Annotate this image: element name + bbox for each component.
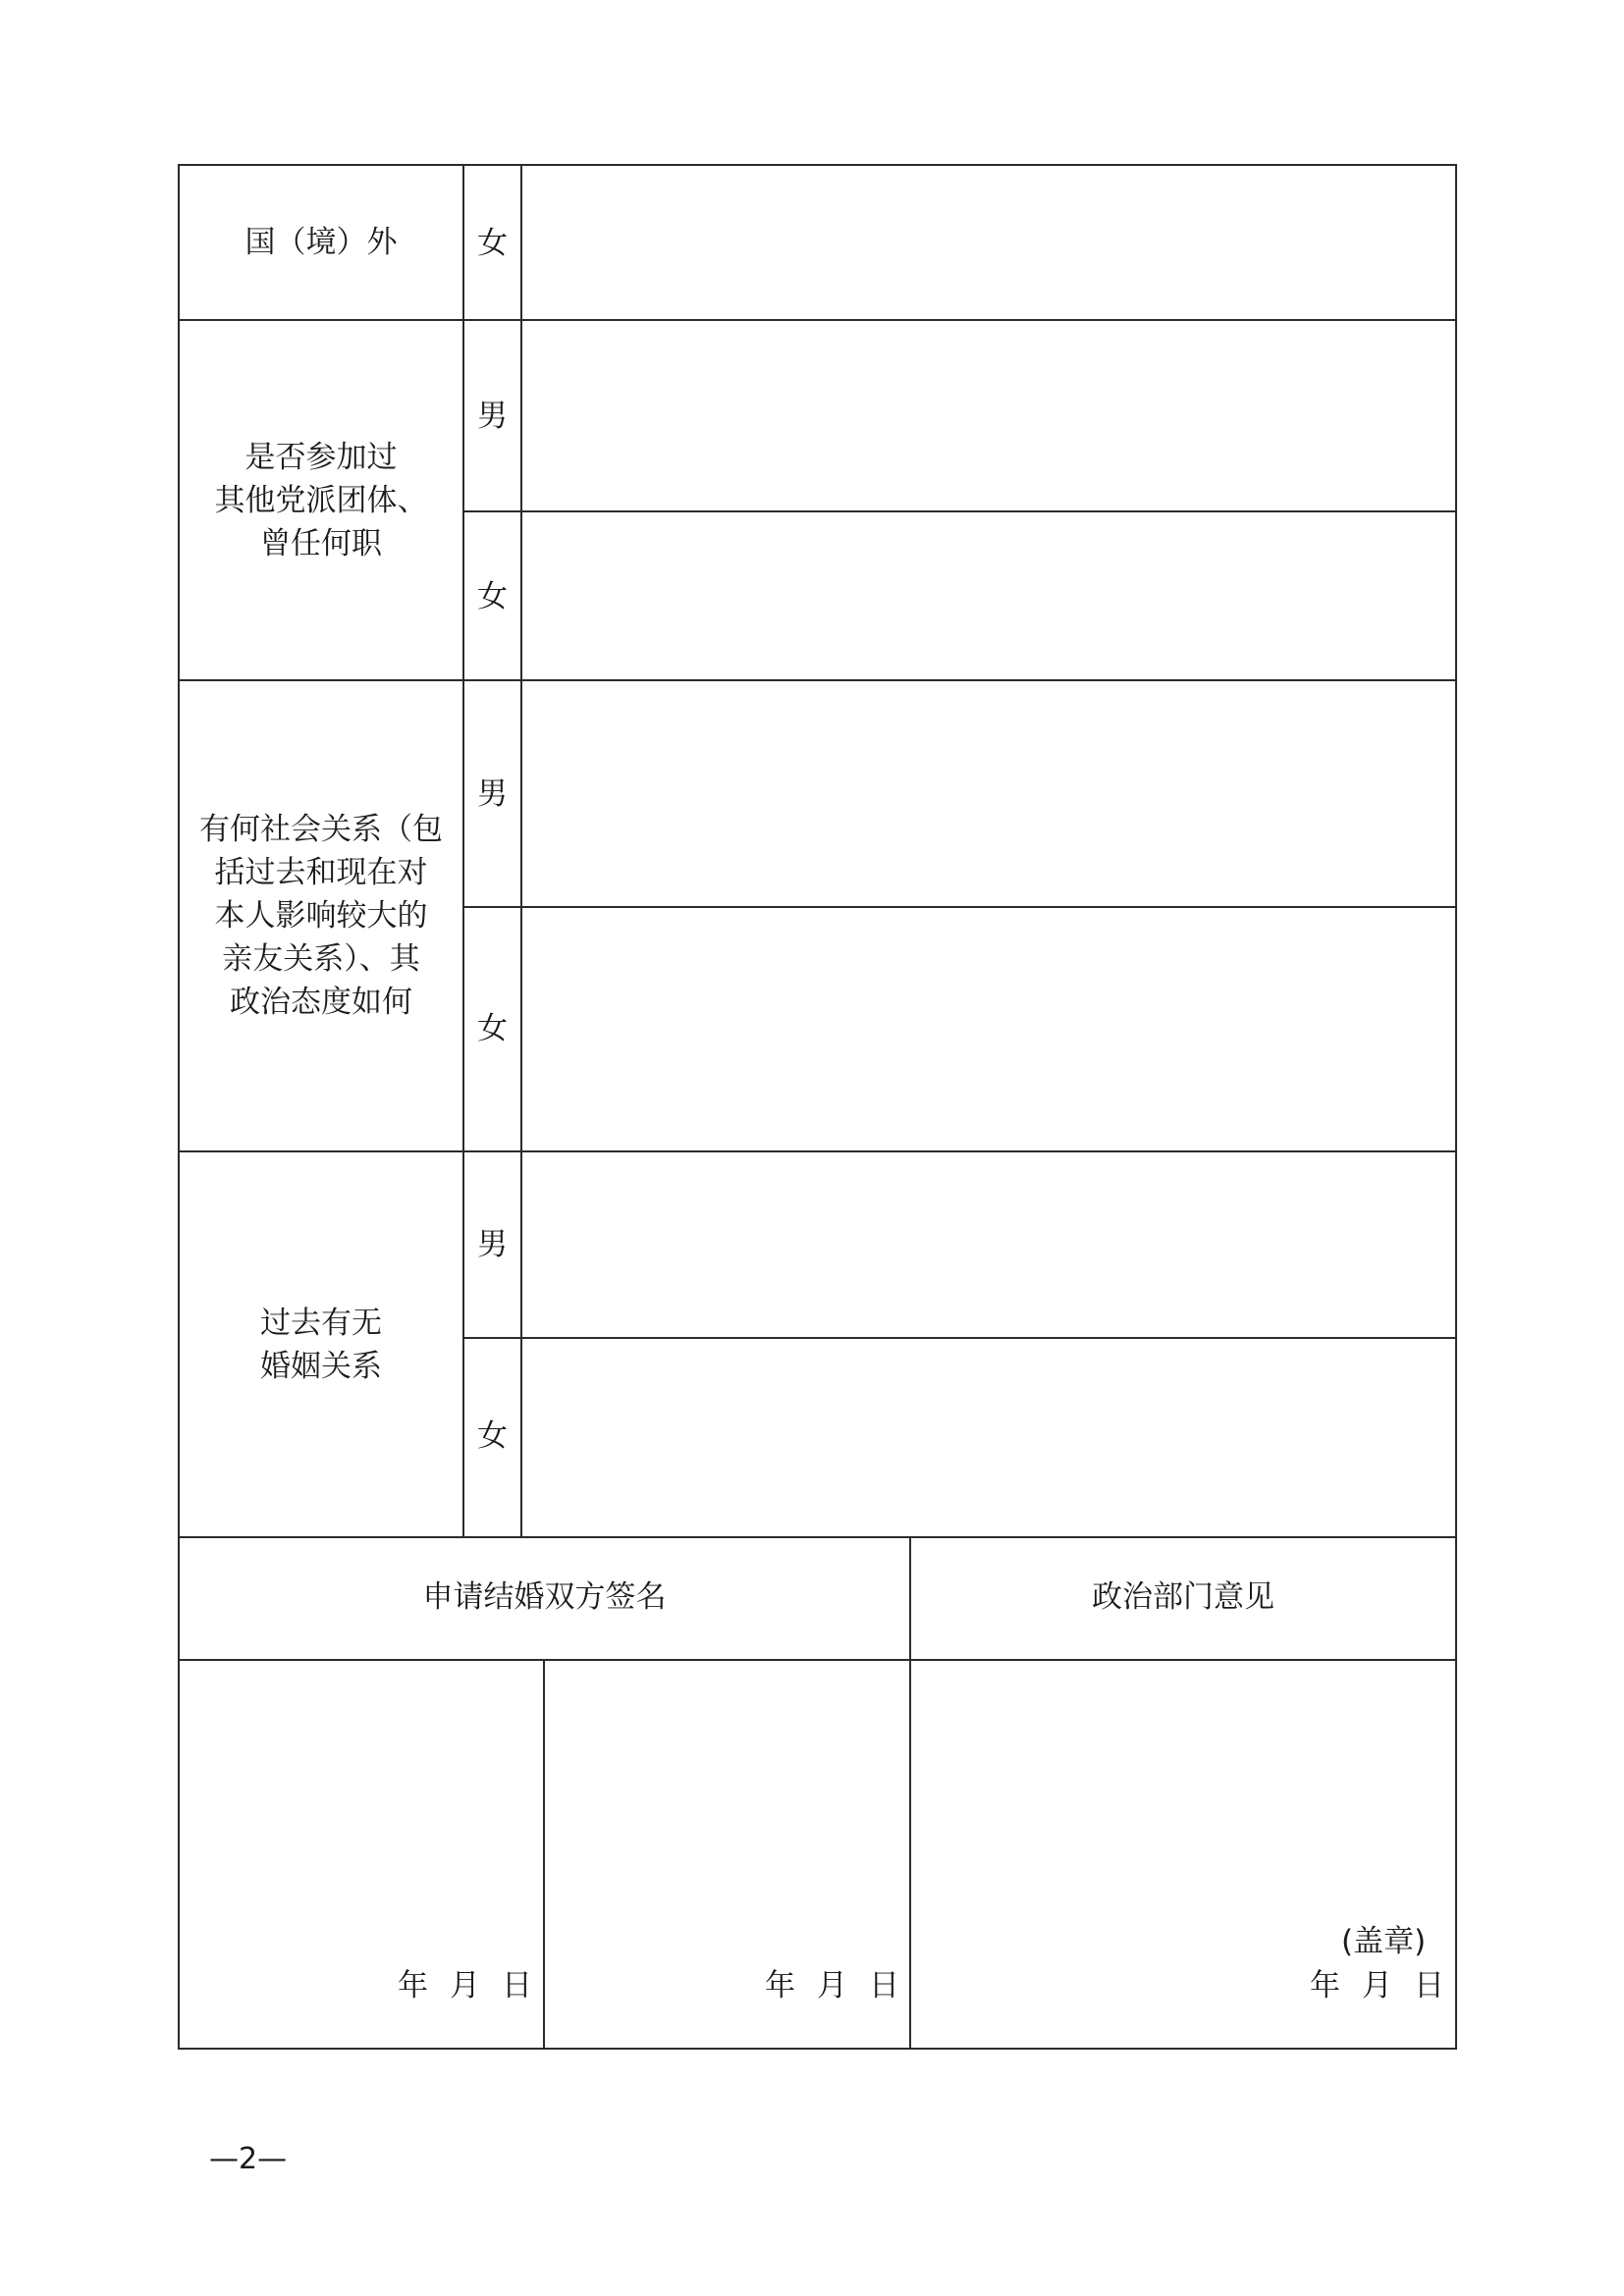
social-male-field[interactable] bbox=[522, 681, 1455, 906]
social-male-label: 男 bbox=[477, 776, 508, 812]
stamp-label: (盖章) bbox=[1341, 1924, 1427, 1959]
marriage-female-label: 女 bbox=[477, 1418, 508, 1454]
party-female-label: 女 bbox=[477, 579, 508, 614]
row-divider bbox=[178, 1536, 1457, 1538]
female-signature-date: 年 月 日 bbox=[765, 1968, 899, 2003]
marriage-male-label: 男 bbox=[477, 1227, 508, 1262]
opinion-date: 年 月 日 bbox=[1310, 1968, 1444, 2003]
party-label: 是否参加过 其他党派团体、 曾任何职 bbox=[214, 439, 428, 561]
social-label: 有何社会关系（包 括过去和现在对 本人影响较大的 亲友关系）、其 政治态度如何 bbox=[199, 812, 443, 1020]
marriage-male-field[interactable] bbox=[522, 1152, 1455, 1337]
party-male-field[interactable] bbox=[522, 321, 1455, 510]
marriage-female-field[interactable] bbox=[522, 1339, 1455, 1536]
abroad-female-field[interactable] bbox=[522, 166, 1455, 319]
page-number: —2— bbox=[209, 2142, 288, 2176]
party-female-field[interactable] bbox=[522, 512, 1455, 679]
signature-header: 申请结婚双方签名 bbox=[422, 1579, 667, 1615]
party-male-label: 男 bbox=[477, 399, 508, 434]
abroad-female-label: 女 bbox=[477, 226, 508, 261]
abroad-label: 国（境）外 bbox=[244, 225, 398, 260]
table-bottom-border bbox=[178, 2048, 1457, 2050]
social-female-label: 女 bbox=[477, 1011, 508, 1046]
male-signature-date: 年 月 日 bbox=[398, 1968, 532, 2003]
column-divider bbox=[462, 164, 464, 1538]
table-right-border bbox=[1455, 164, 1457, 2050]
marriage-label: 过去有无 婚姻关系 bbox=[260, 1305, 382, 1384]
social-female-field[interactable] bbox=[522, 908, 1455, 1150]
opinion-header: 政治部门意见 bbox=[1092, 1579, 1274, 1615]
